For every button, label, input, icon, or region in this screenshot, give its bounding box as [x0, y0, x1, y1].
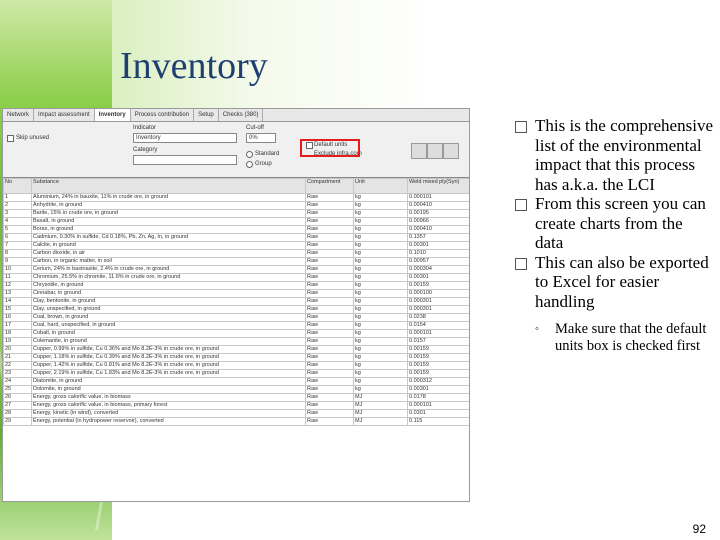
square-bullet-icon — [515, 121, 527, 133]
column-header[interactable]: Unit — [354, 179, 408, 194]
table-cell: Raw — [306, 338, 354, 346]
table-cell: Energy, gross calorific value, in biomass, primary forest — [32, 402, 306, 410]
table-cell: Raw — [306, 370, 354, 378]
table-cell: 8 — [4, 250, 32, 258]
table-cell: Raw — [306, 402, 354, 410]
table-cell: kg — [354, 226, 408, 234]
table-cell: 12 — [4, 282, 32, 290]
table-cell: 0.00159 — [408, 362, 470, 370]
table-cell: Raw — [306, 210, 354, 218]
toolbar-button[interactable] — [411, 143, 427, 159]
table-cell: Energy, gross calorific value, in biomass — [32, 394, 306, 402]
table-cell: kg — [354, 298, 408, 306]
table-row[interactable] — [4, 258, 470, 266]
bullet-text: This can also be exported to Excel for easier handling — [535, 252, 709, 311]
inventory-table — [3, 178, 470, 426]
table-cell: Energy, potential (in hydropower reservoir), converted — [32, 418, 306, 426]
table-cell: Raw — [306, 378, 354, 386]
table-cell: 22 — [4, 362, 32, 370]
table-cell: Copper, 1.42% in sulfide, Cu 0.81% and Mo 8.2E-3% in crude ore, in ground — [32, 362, 306, 370]
sub-bullet-text: Make sure that the default units box is checked first — [555, 321, 707, 354]
table-cell: 0.1010 — [408, 250, 470, 258]
table-cell: Cadmium, 0.30% in sulfide, Cd 0.18%, Pb, Zn, Ag, In, in ground — [32, 234, 306, 242]
table-row[interactable] — [4, 346, 470, 354]
inventory-table-container — [3, 177, 469, 502]
tab-checks[interactable]: Checks (380) — [219, 109, 264, 121]
table-row[interactable] — [4, 218, 470, 226]
table-cell: 15 — [4, 306, 32, 314]
bullet-item — [515, 194, 715, 253]
table-cell: Copper, 1.18% in sulfide, Cu 0.39% and Mo 8.2E-3% in crude ore, in ground — [32, 354, 306, 362]
table-cell: kg — [354, 274, 408, 282]
table-cell: Raw — [306, 330, 354, 338]
table-cell: Raw — [306, 290, 354, 298]
table-cell: kg — [354, 258, 408, 266]
skip-unused-checkbox[interactable] — [7, 135, 14, 142]
table-cell: Colemanite, in ground — [32, 338, 306, 346]
table-cell: kg — [354, 242, 408, 250]
table-cell: Copper, 2.19% in sulfide, Cu 1.83% and Mo 8.2E-3% in crude ore, in ground — [32, 370, 306, 378]
table-cell: Raw — [306, 266, 354, 274]
table-cell: 0.000101 — [408, 402, 470, 410]
table-cell: Cinnabar, in ground — [32, 290, 306, 298]
table-cell: Raw — [306, 306, 354, 314]
table-cell: kg — [354, 234, 408, 242]
table-cell: Raw — [306, 346, 354, 354]
table-row[interactable] — [4, 386, 470, 394]
column-header[interactable]: Compartment — [306, 179, 354, 194]
table-cell: Raw — [306, 194, 354, 202]
table-cell: Anhydrite, in ground — [32, 202, 306, 210]
table-row[interactable] — [4, 394, 470, 402]
table-cell: Carbon dioxide, in air — [32, 250, 306, 258]
table-cell: Calcite, in ground — [32, 242, 306, 250]
square-bullet-icon — [515, 199, 527, 211]
table-row[interactable] — [4, 194, 470, 202]
table-cell: Energy, kinetic (in wind), converted — [32, 410, 306, 418]
table-cell: Raw — [306, 202, 354, 210]
table-row[interactable] — [4, 242, 470, 250]
bullet-text: From this screen you can create charts from the data — [535, 194, 706, 252]
table-cell: 0.115 — [408, 418, 470, 426]
table-cell: 0.00159 — [408, 354, 470, 362]
table-cell: 0.000101 — [408, 194, 470, 202]
table-cell: 19 — [4, 338, 32, 346]
tab-network[interactable]: Network — [3, 109, 34, 121]
table-cell: kg — [354, 306, 408, 314]
table-cell: 1 — [4, 194, 32, 202]
group-label: Group — [255, 161, 272, 167]
bullet-item — [515, 253, 715, 312]
table-cell: MJ — [354, 410, 408, 418]
table-row[interactable] — [4, 226, 470, 234]
table-cell: 0.000100 — [408, 290, 470, 298]
table-cell: Raw — [306, 242, 354, 250]
square-bullet-icon — [515, 258, 527, 270]
table-cell: 0.0301 — [408, 410, 470, 418]
skip-unused-label: Skip unused — [16, 135, 50, 141]
table-row[interactable] — [4, 306, 470, 314]
table-cell: 0.000304 — [408, 266, 470, 274]
table-cell: 0.000410 — [408, 202, 470, 210]
indicator-label: Indicator — [133, 125, 157, 131]
table-cell: 0.00159 — [408, 346, 470, 354]
table-cell: 25 — [4, 386, 32, 394]
table-row[interactable] — [4, 418, 470, 426]
table-cell: Raw — [306, 418, 354, 426]
table-cell: MJ — [354, 418, 408, 426]
table-cell: 13 — [4, 290, 32, 298]
table-cell: 28 — [4, 410, 32, 418]
table-cell: Clay, bentonite, in ground — [32, 298, 306, 306]
table-cell: MJ — [354, 394, 408, 402]
table-cell: 0.0178 — [408, 394, 470, 402]
page-number: 92 — [692, 522, 706, 536]
table-cell: Barite, 15% in crude ore, in ground — [32, 210, 306, 218]
table-cell: Cobalt, in ground — [32, 330, 306, 338]
table-cell: 2 — [4, 202, 32, 210]
table-cell: kg — [354, 386, 408, 394]
table-cell: 0.0238 — [408, 314, 470, 322]
table-cell: Dolomite, in ground — [32, 386, 306, 394]
table-row[interactable] — [4, 362, 470, 370]
table-cell: Raw — [306, 250, 354, 258]
table-cell: 5 — [4, 226, 32, 234]
controls-panel — [3, 123, 469, 183]
table-cell: 10 — [4, 266, 32, 274]
table-cell: Chrysotile, in ground — [32, 282, 306, 290]
table-cell: Carbon, in organic matter, in soil — [32, 258, 306, 266]
exclude-label: Exclude infra.com — [314, 151, 362, 157]
table-cell: 0.0157 — [408, 338, 470, 346]
table-cell: Raw — [306, 218, 354, 226]
table-cell: kg — [354, 290, 408, 298]
column-header[interactable]: Weld mixed ply(Syn) — [408, 179, 470, 194]
table-row[interactable] — [4, 378, 470, 386]
inventory-screenshot — [2, 108, 470, 502]
table-cell: Copper, 0.99% in sulfide, Cu 0.36% and Mo 8.2E-3% in crude ore, in ground — [32, 346, 306, 354]
table-row[interactable] — [4, 234, 470, 242]
table-cell: Raw — [306, 234, 354, 242]
table-cell: 17 — [4, 322, 32, 330]
tab-process-contribution[interactable]: Process contribution — [131, 109, 194, 121]
column-header[interactable]: No — [4, 179, 32, 194]
table-cell: 0.00195 — [408, 210, 470, 218]
table-cell: 29 — [4, 418, 32, 426]
table-row[interactable] — [4, 314, 470, 322]
circle-bullet-icon: ◦ — [535, 323, 539, 335]
table-cell: 7 — [4, 242, 32, 250]
table-cell: 0.000101 — [408, 330, 470, 338]
table-cell: 6 — [4, 234, 32, 242]
table-cell: kg — [354, 202, 408, 210]
table-cell: kg — [354, 346, 408, 354]
standard-radio[interactable] — [246, 151, 253, 158]
default-units-highlight — [300, 139, 360, 157]
table-cell: 0.000410 — [408, 226, 470, 234]
tab-inventory[interactable]: Inventory — [95, 109, 131, 121]
table-row[interactable] — [4, 290, 470, 298]
table-cell: Raw — [306, 282, 354, 290]
category-label: Category — [133, 147, 158, 153]
table-cell: 4 — [4, 218, 32, 226]
table-row[interactable] — [4, 410, 470, 418]
table-cell: 0.00301 — [408, 386, 470, 394]
table-cell: 24 — [4, 378, 32, 386]
table-cell: kg — [354, 266, 408, 274]
table-cell: 14 — [4, 298, 32, 306]
table-cell: 26 — [4, 394, 32, 402]
table-cell: Diatomite, in ground — [32, 378, 306, 386]
indicator-select[interactable]: Inventory — [133, 133, 237, 143]
table-cell: kg — [354, 362, 408, 370]
table-cell: kg — [354, 282, 408, 290]
table-cell: 16 — [4, 314, 32, 322]
table-row[interactable] — [4, 274, 470, 282]
table-cell: kg — [354, 378, 408, 386]
column-header[interactable]: Substance — [32, 179, 306, 194]
table-cell: 27 — [4, 402, 32, 410]
table-cell: kg — [354, 218, 408, 226]
table-cell: Raw — [306, 362, 354, 370]
table-cell: kg — [354, 354, 408, 362]
chart-button[interactable] — [443, 143, 459, 159]
table-cell: Raw — [306, 314, 354, 322]
table-row[interactable] — [4, 282, 470, 290]
table-cell: kg — [354, 210, 408, 218]
sub-bullet-item — [515, 321, 715, 354]
table-cell: 11 — [4, 274, 32, 282]
tab-impact-assessment[interactable]: Impact assessment — [34, 109, 95, 121]
table-cell: 0.000301 — [408, 306, 470, 314]
table-row[interactable] — [4, 370, 470, 378]
bullet-text: This is the comprehensive list of the environmental impact that this process has a.k.a. the LCI — [535, 116, 713, 194]
table-row[interactable] — [4, 322, 470, 330]
table-cell: 0.00159 — [408, 282, 470, 290]
slide-title: Inventory — [120, 45, 268, 87]
table-cell: 9 — [4, 258, 32, 266]
table-cell: Raw — [306, 322, 354, 330]
table-row[interactable] — [4, 298, 470, 306]
bullet-list — [515, 116, 715, 354]
table-cell: kg — [354, 330, 408, 338]
table-cell: 0.00159 — [408, 370, 470, 378]
group-radio[interactable] — [246, 161, 253, 168]
table-cell: Raw — [306, 354, 354, 362]
table-row[interactable] — [4, 202, 470, 210]
table-cell: 0.00301 — [408, 274, 470, 282]
table-cell: 0.000312 — [408, 378, 470, 386]
table-row[interactable] — [4, 210, 470, 218]
table-cell: Borax, in ground — [32, 226, 306, 234]
table-row[interactable] — [4, 330, 470, 338]
table-cell: 0.0154 — [408, 322, 470, 330]
table-cell: Basalt, in ground — [32, 218, 306, 226]
table-cell: MJ — [354, 402, 408, 410]
table-cell: 3 — [4, 210, 32, 218]
table-cell: 18 — [4, 330, 32, 338]
bullet-item — [515, 116, 715, 194]
table-cell: Raw — [306, 394, 354, 402]
table-cell: Raw — [306, 258, 354, 266]
table-row[interactable] — [4, 250, 470, 258]
table-cell: Raw — [306, 386, 354, 394]
standard-label: Standard — [255, 151, 280, 157]
table-cell: Coal, hard, unspecified, in ground — [32, 322, 306, 330]
table-row[interactable] — [4, 402, 470, 410]
cutoff-input[interactable]: 0% — [246, 133, 276, 143]
table-cell: Aluminium, 24% in bauxite, 11% in crude ore, in ground — [32, 194, 306, 202]
tab-bar — [3, 109, 469, 122]
table-cell: Coal, brown, in ground — [32, 314, 306, 322]
category-select[interactable] — [133, 155, 237, 165]
table-cell: 0.000301 — [408, 298, 470, 306]
table-cell: Clay, unspecified, in ground — [32, 306, 306, 314]
table-cell: kg — [354, 194, 408, 202]
tab-setup[interactable]: Setup — [194, 109, 219, 121]
table-cell: 0.1357 — [408, 234, 470, 242]
table-cell: 21 — [4, 354, 32, 362]
table-cell: kg — [354, 322, 408, 330]
table-row[interactable] — [4, 266, 470, 274]
table-cell: kg — [354, 250, 408, 258]
table-cell: kg — [354, 314, 408, 322]
table-body — [4, 194, 470, 426]
table-cell: Cerium, 24% in bastnasite, 2.4% in crude ore, in ground — [32, 266, 306, 274]
table-cell: 0.00966 — [408, 218, 470, 226]
table-cell: Raw — [306, 226, 354, 234]
table-row[interactable] — [4, 338, 470, 346]
table-cell: kg — [354, 370, 408, 378]
table-row[interactable] — [4, 354, 470, 362]
table-cell: Raw — [306, 410, 354, 418]
table-cell: 23 — [4, 370, 32, 378]
table-cell: 0.00301 — [408, 242, 470, 250]
cutoff-label: Cut-off — [246, 125, 264, 131]
table-cell: kg — [354, 338, 408, 346]
table-cell: 0.00957 — [408, 258, 470, 266]
table-cell: 20 — [4, 346, 32, 354]
table-cell: Raw — [306, 274, 354, 282]
default-units-label: Default units — [314, 142, 348, 148]
table-cell: Raw — [306, 298, 354, 306]
toolbar-button[interactable] — [427, 143, 443, 159]
table-cell: Chromium, 25.5% in chromite, 11.6% in crude ore, in ground — [32, 274, 306, 282]
